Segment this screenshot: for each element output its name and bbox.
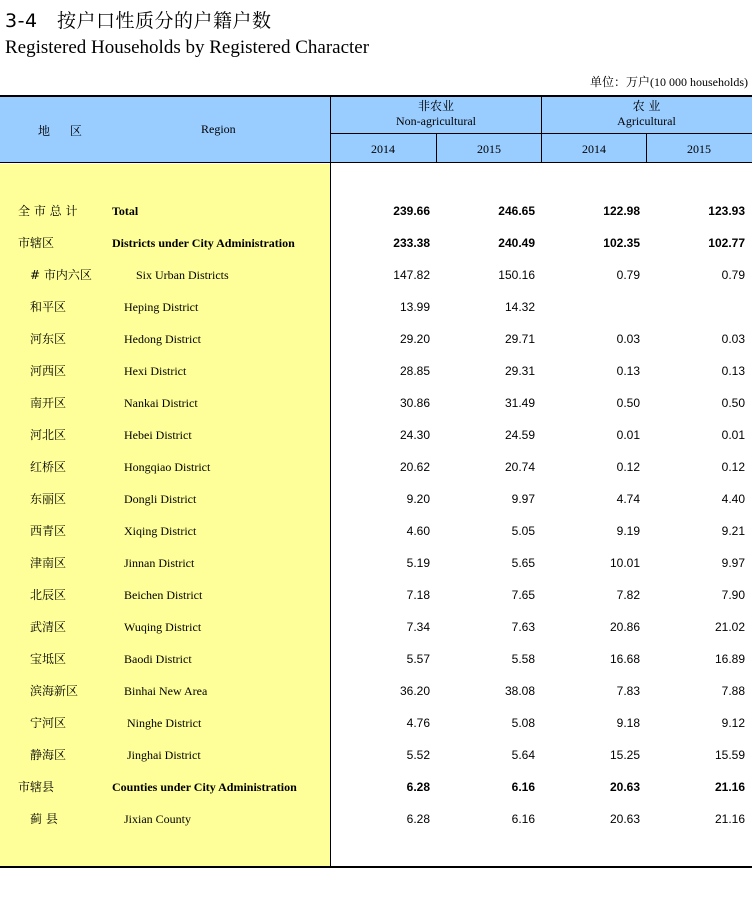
header-agricultural: [541, 99, 752, 129]
header-area-cn: 地 区: [38, 124, 90, 138]
row-value-4: 21.16: [714, 780, 745, 794]
row-value-3: 9.18: [616, 716, 640, 730]
header-year-2: 2015: [477, 142, 501, 156]
row-value-2: 6.16: [511, 812, 535, 826]
unit-cn: 单位：万户: [589, 75, 650, 89]
row-region-en: Hebei District: [124, 428, 192, 442]
row-value-3: 0.79: [616, 268, 640, 282]
row-region-en: Ninghe District: [127, 716, 202, 730]
row-value-1: 7.34: [406, 620, 430, 634]
table-row: [0, 587, 752, 619]
table-row: [0, 331, 752, 363]
row-value-1: 5.57: [406, 652, 430, 666]
row-area-cn: 北辰区: [30, 588, 67, 602]
table-row: [0, 299, 752, 331]
row-value-2: 240.49: [498, 236, 535, 250]
header-year-3: 2014: [582, 142, 606, 156]
row-value-1: 9.20: [406, 492, 430, 506]
row-region-en: Baodi District: [124, 652, 192, 666]
row-value-1: 6.28: [406, 780, 430, 794]
row-area-cn: 河北区: [30, 428, 67, 442]
header-agri-en: Agricultural: [617, 114, 676, 128]
table-row: [0, 363, 752, 395]
table-row: [0, 555, 752, 587]
row-value-1: 5.19: [406, 556, 430, 570]
row-area-cn: # 市内六区: [30, 268, 92, 282]
table-row: [0, 779, 752, 811]
row-region-en: Jinnan District: [124, 556, 195, 570]
row-value-1: 7.18: [406, 588, 430, 602]
row-value-2: 7.65: [511, 588, 535, 602]
row-region-en: Districts under City Administration: [112, 236, 295, 250]
row-region-en: Hedong District: [124, 332, 201, 346]
row-region-en: Counties under City Administration: [112, 780, 297, 794]
row-value-2: 5.05: [511, 524, 535, 538]
row-value-3: 4.74: [616, 492, 640, 506]
row-value-2: 14.32: [504, 300, 535, 314]
row-value-2: 5.65: [511, 556, 535, 570]
row-area-cn: 静海区: [30, 748, 67, 762]
header-agri-cn: 农 业: [632, 99, 661, 113]
row-value-4: 21.02: [714, 620, 745, 634]
row-region-en: Total: [112, 204, 139, 218]
row-value-4: 0.79: [721, 268, 745, 282]
row-area-cn: 南开区: [30, 396, 67, 410]
table-row: [0, 651, 752, 683]
row-value-2: 29.31: [504, 364, 535, 378]
row-value-4: 0.50: [721, 396, 745, 410]
row-area-cn: 津南区: [30, 556, 67, 570]
row-value-1: 29.20: [399, 332, 430, 346]
row-value-3: 10.01: [609, 556, 640, 570]
row-region-en: Jixian County: [124, 812, 192, 826]
row-value-4: 123.93: [708, 204, 745, 218]
unit-en: (10 000 households): [650, 75, 748, 89]
row-region-en: Beichen District: [124, 588, 203, 602]
row-value-1: 24.30: [399, 428, 430, 442]
row-value-1: 28.85: [399, 364, 430, 378]
row-value-3: 9.19: [616, 524, 640, 538]
row-value-1: 5.52: [406, 748, 430, 762]
row-value-2: 29.71: [504, 332, 535, 346]
row-area-cn: 武清区: [30, 620, 67, 634]
row-value-2: 5.08: [511, 716, 535, 730]
row-value-3: 15.25: [609, 748, 640, 762]
row-value-1: 4.76: [406, 716, 430, 730]
row-value-2: 5.58: [511, 652, 535, 666]
table-row: [0, 395, 752, 427]
row-value-3: 20.63: [609, 780, 640, 794]
table-row: [0, 811, 752, 843]
row-value-4: 0.03: [721, 332, 745, 346]
table-row: [0, 619, 752, 651]
table-row: [0, 235, 752, 267]
row-value-2: 31.49: [504, 396, 535, 410]
row-area-cn: 市辖县: [18, 780, 55, 794]
header-non-agri-cn: 非农业: [417, 99, 454, 113]
header-bottom-rule: [0, 162, 752, 163]
table-row: [0, 203, 752, 235]
row-value-4: 16.89: [714, 652, 745, 666]
row-value-3: 0.03: [616, 332, 640, 346]
page-title-en: Registered Households by Registered Character: [5, 37, 370, 58]
row-value-2: 6.16: [511, 780, 535, 794]
row-region-en: Six Urban Districts: [136, 268, 229, 282]
row-value-3: 0.13: [616, 364, 640, 378]
row-region-en: Binhai New Area: [124, 684, 208, 698]
header-year-1: 2014: [371, 142, 395, 156]
row-value-2: 7.63: [511, 620, 535, 634]
row-area-cn: 东丽区: [30, 492, 67, 506]
page-title-cn: 3-4 按户口性质分的户籍户数: [5, 10, 272, 32]
header-year-4: 2015: [687, 142, 711, 156]
row-value-1: 4.60: [406, 524, 430, 538]
row-value-3: 122.98: [603, 204, 640, 218]
row-value-4: 9.97: [721, 556, 745, 570]
table-row: [0, 715, 752, 747]
row-value-4: 7.90: [721, 588, 745, 602]
row-value-2: 24.59: [504, 428, 535, 442]
row-value-1: 20.62: [399, 460, 430, 474]
row-area-cn: 全 市 总 计: [18, 204, 78, 218]
row-value-3: 7.83: [616, 684, 640, 698]
row-value-4: 7.88: [721, 684, 745, 698]
row-area-cn: 宝坻区: [30, 652, 67, 666]
row-region-en: Dongli District: [124, 492, 197, 506]
row-value-3: 0.50: [616, 396, 640, 410]
unit-label: [590, 73, 748, 90]
header-non-agricultural: [331, 99, 541, 129]
table-row: [0, 491, 752, 523]
table-top-rule: [0, 95, 752, 97]
row-value-2: 9.97: [511, 492, 535, 506]
table-row: [0, 747, 752, 779]
row-value-3: 7.82: [616, 588, 640, 602]
row-area-cn: 红桥区: [30, 460, 67, 474]
row-area-cn: 市辖区: [18, 236, 55, 250]
row-value-3: 0.01: [616, 428, 640, 442]
row-value-3: 102.35: [603, 236, 640, 250]
row-value-2: 246.65: [498, 204, 535, 218]
row-value-1: 36.20: [399, 684, 430, 698]
row-region-en: Heping District: [124, 300, 199, 314]
row-value-4: 15.59: [714, 748, 745, 762]
row-value-2: 150.16: [498, 268, 535, 282]
row-region-en: Nankai District: [124, 396, 198, 410]
row-value-4: 0.13: [721, 364, 745, 378]
row-value-1: 13.99: [399, 300, 430, 314]
row-value-1: 147.82: [393, 268, 430, 282]
row-value-2: 20.74: [504, 460, 535, 474]
row-area-cn: 和平区: [30, 300, 67, 314]
row-value-4: 0.01: [721, 428, 745, 442]
row-value-3: 16.68: [609, 652, 640, 666]
row-value-3: 0.12: [616, 460, 640, 474]
row-area-cn: 河西区: [30, 364, 67, 378]
divider-subheader: [331, 133, 752, 134]
row-value-4: 0.12: [721, 460, 745, 474]
row-area-cn: 滨海新区: [30, 684, 79, 698]
row-area-cn: 宁河区: [30, 716, 67, 730]
row-value-3: 20.86: [609, 620, 640, 634]
table-row: [0, 683, 752, 715]
row-value-4: 4.40: [721, 492, 745, 506]
row-region-en: Hongqiao District: [124, 460, 211, 474]
table-row: [0, 267, 752, 299]
row-value-4: 21.16: [714, 812, 745, 826]
row-region-en: Jinghai District: [127, 748, 201, 762]
row-value-4: 9.12: [721, 716, 745, 730]
row-area-cn: 蓟 县: [30, 812, 58, 826]
row-value-1: 30.86: [399, 396, 430, 410]
row-value-4: 9.21: [721, 524, 745, 538]
table-row: [0, 427, 752, 459]
row-value-4: 102.77: [708, 236, 745, 250]
data-table: [0, 95, 752, 868]
row-value-1: 6.28: [406, 812, 430, 826]
table-bottom-rule: [0, 866, 752, 868]
table-row: [0, 459, 752, 491]
row-region-en: Xiqing District: [124, 524, 197, 538]
row-value-3: 20.63: [609, 812, 640, 826]
row-value-2: 5.64: [511, 748, 535, 762]
row-region-en: Hexi District: [124, 364, 187, 378]
row-region-en: Wuqing District: [124, 620, 202, 634]
header-non-agri-en: Non-agricultural: [396, 114, 476, 128]
table-row: [0, 523, 752, 555]
row-value-2: 38.08: [504, 684, 535, 698]
row-value-1: 239.66: [393, 204, 430, 218]
row-value-1: 233.38: [393, 236, 430, 250]
row-area-cn: 西青区: [30, 524, 67, 538]
row-area-cn: 河东区: [30, 332, 67, 346]
header-region-en: Region: [201, 122, 236, 136]
